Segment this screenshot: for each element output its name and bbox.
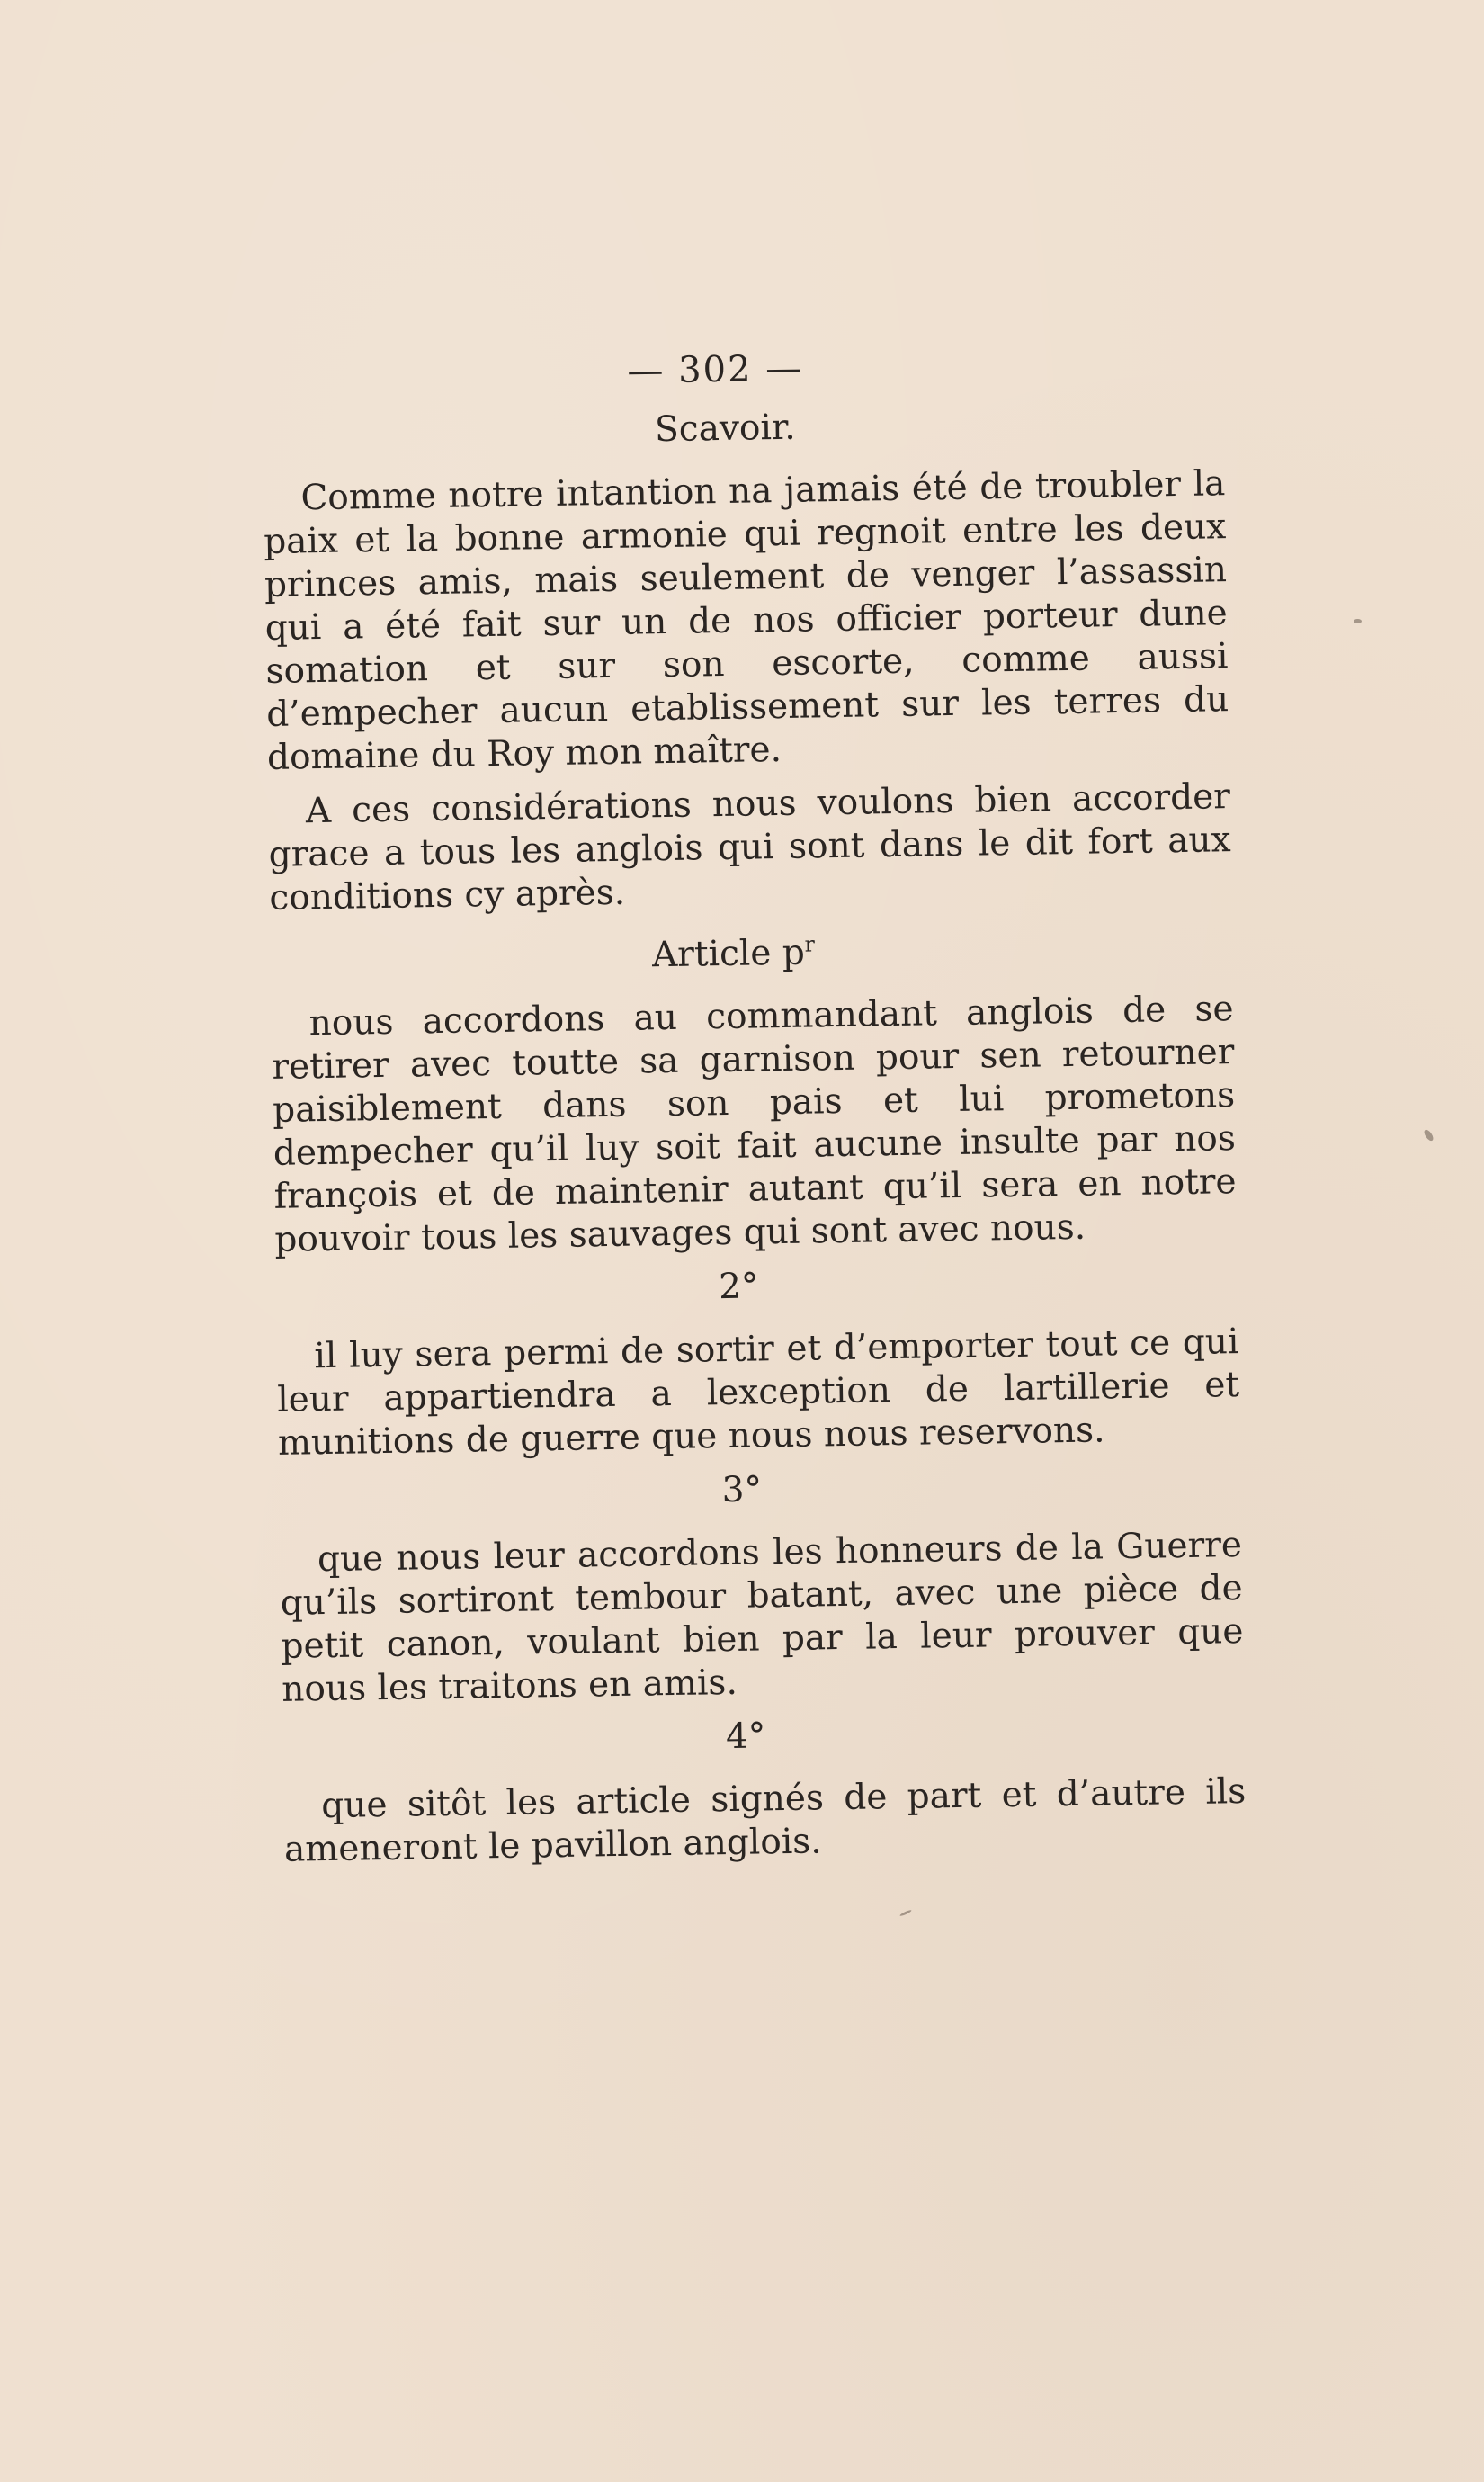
article-heading-text: Article p bbox=[651, 932, 806, 976]
article-text: nous accordons au commandant anglois de se retirer avec toutte sa garnison pour sen retourner paisiblement dans son pais et lui prometons dempecher qu’il luy soit fait aucune insulte par nos françois et de maintenir autant qu’il sera en notre pouvoir tous les sauvages qui sont avec nous. bbox=[272, 989, 1237, 1260]
intro-paragraph: A ces considérations nous voulons bien accorder grace a tous les anglois qui sont dans le dit fort aux conditions cy après. bbox=[268, 776, 1231, 918]
article-text: que sitôt les article signés de part et d’autre ils ameneront le pavillon anglois. bbox=[283, 1771, 1247, 1870]
ink-speck bbox=[1423, 1128, 1435, 1142]
article-heading bbox=[234, 916, 1233, 983]
page-text bbox=[261, 340, 1247, 1883]
article-heading: 3° bbox=[721, 1469, 763, 1511]
article-text: que nous leur accordons les honneurs de la Guerre qu’ils sortiront tembour batant, avec une pièce de petit canon, voulant bien par la leur prouver que nous les traitons en amis. bbox=[280, 1525, 1244, 1710]
article-heading: 2° bbox=[718, 1266, 759, 1308]
page-number: — 302 — bbox=[627, 347, 804, 392]
ink-speck bbox=[1354, 619, 1362, 623]
section-title: Scavoir. bbox=[654, 407, 796, 451]
article-text: il luy sera permi de sortir et d’emporter tout ce qui leur appartiendra a lexception de lartillerie et munitions de guerre que nous nous reservons. bbox=[276, 1322, 1240, 1464]
article-heading: 4° bbox=[725, 1716, 766, 1758]
article-heading-superscript: r bbox=[804, 931, 816, 957]
intro-paragraph: Comme notre intantion na jamais été de troubler la paix et la bonne armonie qui regnoit entre les deux princes amis, mais seulement de venger l’assassin qui a été fait sur un de nos officier porteur dune somation et sur son escorte, comme aussi d’empecher aucun etablissement sur les terres du domaine du Roy mon maître. bbox=[263, 463, 1229, 778]
ink-speck bbox=[899, 1909, 912, 1917]
